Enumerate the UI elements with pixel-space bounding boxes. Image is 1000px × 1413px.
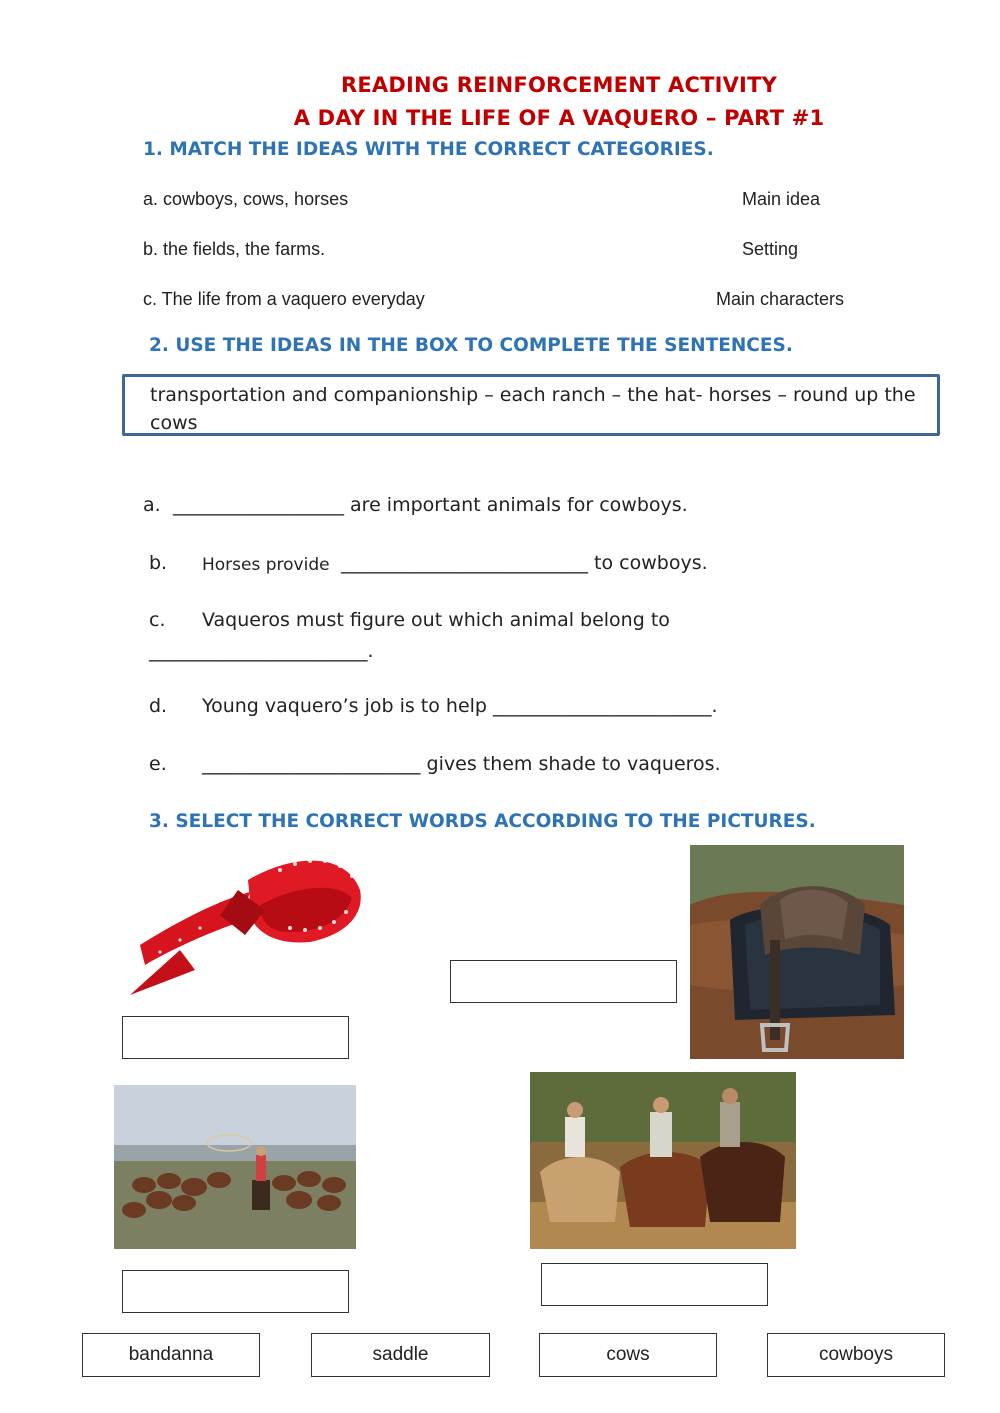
sentence-a-letter: a. <box>143 494 161 516</box>
word-tile-cowboys[interactable]: cowboys <box>767 1333 945 1377</box>
cows-picture <box>114 1085 356 1249</box>
match-left-c: c. The life from a vaquero everyday <box>143 289 425 309</box>
answer-box-saddle[interactable] <box>450 960 677 1003</box>
sentence-c: Vaqueros must figure out which animal belong to <box>202 609 670 631</box>
answer-box-cows[interactable] <box>122 1270 349 1313</box>
word-tile-saddle[interactable]: saddle <box>311 1333 490 1377</box>
idea-box-line-2: cows <box>150 412 198 434</box>
sentence-b-letter: b. <box>149 552 168 574</box>
match-right-a: Main idea <box>742 189 821 209</box>
section-3-heading: 3. SELECT THE CORRECT WORDS ACCORDING TO THE PICTURES. <box>149 811 816 832</box>
word-tile-cows[interactable]: cows <box>539 1333 717 1377</box>
sentence-e-letter: e. <box>149 753 167 775</box>
sentence-d-letter: d. <box>149 695 168 717</box>
answer-box-cowboys[interactable] <box>541 1263 768 1306</box>
sentence-e: _______________________ gives them shade to vaqueros. <box>202 753 721 775</box>
title-line-2: A DAY IN THE LIFE OF A VAQUERO – PART #1 <box>293 106 825 130</box>
sentence-d: Young vaquero’s job is to help _______________________. <box>202 695 718 717</box>
match-left-a: a. cowboys, cows, horses <box>143 189 349 209</box>
bandanna-picture <box>120 840 370 1010</box>
title-line-1: READING REINFORCEMENT ACTIVITY <box>340 73 778 97</box>
sentence-b-start: Horses provide <box>202 555 330 575</box>
sentence-c-letter: c. <box>149 609 166 631</box>
section-2-heading: 2. USE THE IDEAS IN THE BOX TO COMPLETE THE SENTENCES. <box>149 335 793 356</box>
section-1-heading: 1. MATCH THE IDEAS WITH THE CORRECT CATEGORIES. <box>143 139 714 160</box>
match-right-c: Main characters <box>716 289 845 309</box>
word-tile-bandanna[interactable]: bandanna <box>82 1333 260 1377</box>
idea-box <box>122 374 940 436</box>
sentence-c-blank: _______________________. <box>149 640 374 662</box>
saddle-picture <box>690 845 904 1059</box>
sentence-a: __________________ are important animals for cowboys. <box>173 494 688 516</box>
cowboys-picture <box>530 1072 796 1249</box>
answer-box-bandanna[interactable] <box>122 1016 349 1059</box>
match-right-b: Setting <box>742 239 799 259</box>
sentence-b: __________________________ to cowboys. <box>341 552 708 574</box>
match-left-b: b. the fields, the farms. <box>143 239 326 259</box>
idea-box-line-1: transportation and companionship – each ranch – the hat- horses – round up the <box>150 384 916 406</box>
